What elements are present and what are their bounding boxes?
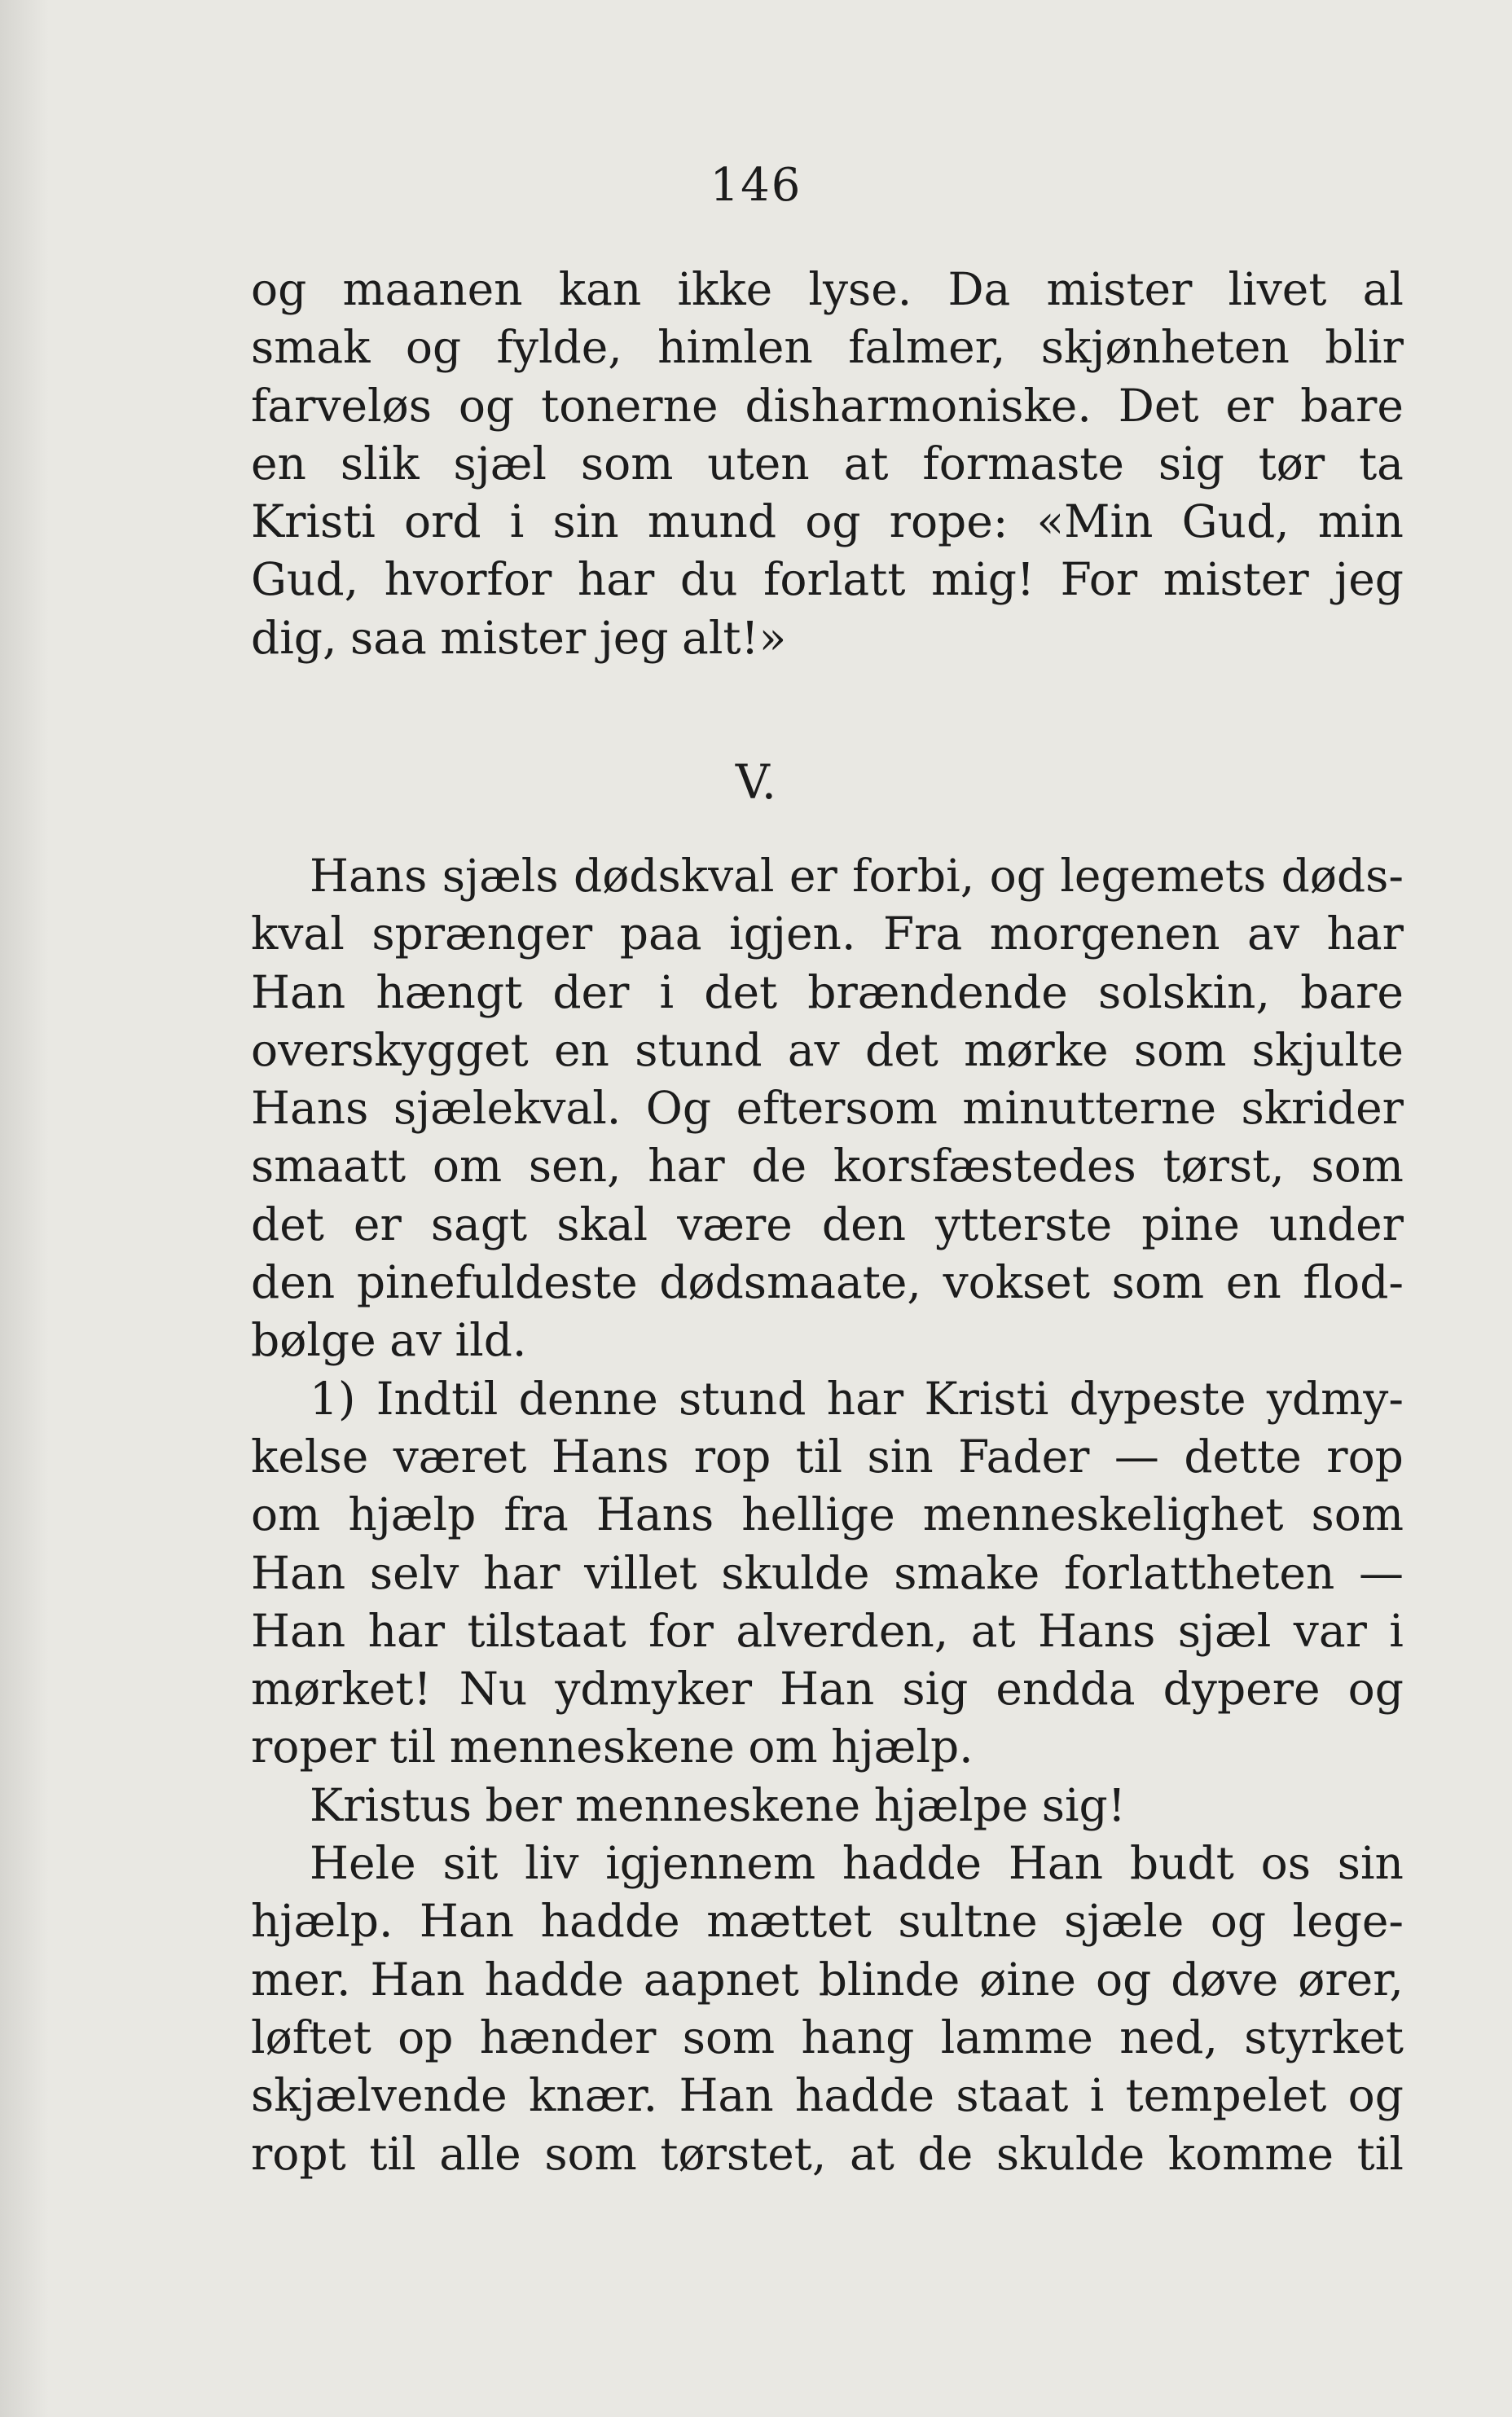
text-line: bølge av ild. xyxy=(251,1314,527,1367)
text-line: løftet op hænder som hang lamme ned, styrket xyxy=(251,2011,1404,2063)
text-line: roper til menneskene om hjælp. xyxy=(251,1720,974,1773)
text-line: overskygget en stund av det mørke som skjulte xyxy=(251,1023,1404,1076)
text-line: en slik sjæl som uten at formaste sig tør ta xyxy=(251,437,1404,490)
text-line: 1) Indtil denne stund har Kristi dypeste ydmy- xyxy=(310,1372,1404,1425)
text-line: dig, saa mister jeg alt!» xyxy=(251,611,787,664)
text-line: mørket! Nu ydmyker Han sig endda dypere og xyxy=(251,1663,1404,1716)
page-number: 146 xyxy=(710,159,802,212)
section-heading: V. xyxy=(735,754,777,810)
text-line: Han har tilstaat for alverden, at Hans sjæl var i xyxy=(251,1604,1404,1657)
text-line: skjælvende knær. Han hadde staat i tempelet og xyxy=(251,2069,1404,2122)
text-line: hjælp. Han hadde mættet sultne sjæle og lege- xyxy=(251,1895,1404,1948)
text-line: Hans sjælekval. Og eftersom minutterne skrider xyxy=(251,1082,1404,1135)
text-line: smaatt om sen, har de korsfæstedes tørst, som xyxy=(251,1140,1404,1193)
text-line: Kristi ord i sin mund og rope: «Min Gud, min xyxy=(251,495,1404,548)
page-edge-shadow xyxy=(0,0,49,2417)
text-line: farveløs og tonerne disharmoniske. Det er bare xyxy=(251,379,1404,432)
text-line: den pinefuldeste dødsmaate, vokset som en flod- xyxy=(251,1256,1404,1309)
text-line: Hans sjæls dødskval er forbi, og legemets døds- xyxy=(310,850,1404,902)
text-line: Hele sit liv igjennem hadde Han budt os sin xyxy=(310,1837,1404,1890)
text-line: kval sprænger paa igjen. Fra morgenen av har xyxy=(251,907,1404,960)
text-line: Gud, hvorfor har du forlatt mig! For mister jeg xyxy=(251,553,1404,606)
text-line: ropt til alle som tørstet, at de skulde komme til xyxy=(251,2127,1404,2180)
paragraph-block-1 xyxy=(251,261,1404,667)
paragraph-block-2 xyxy=(251,847,1404,2183)
text-line: det er sagt skal være den ytterste pine under xyxy=(251,1198,1404,1250)
text-line: smak og fylde, himlen falmer, skjønheten blir xyxy=(251,321,1404,374)
text-line: og maanen kan ikke lyse. Da mister livet al xyxy=(251,263,1404,315)
text-line: Han hængt der i det brændende solskin, bare xyxy=(251,965,1404,1018)
text-line: kelse været Hans rop til sin Fader — dette rop xyxy=(251,1430,1404,1483)
text-line: Han selv har villet skulde smake forlattheten — xyxy=(251,1546,1404,1599)
text-line: om hjælp fra Hans hellige menneskelighet som xyxy=(251,1488,1404,1541)
text-line: mer. Han hadde aapnet blinde øine og døve ører, xyxy=(251,1953,1404,2006)
text-line: Kristus ber menneskene hjælpe sig! xyxy=(310,1778,1126,1831)
